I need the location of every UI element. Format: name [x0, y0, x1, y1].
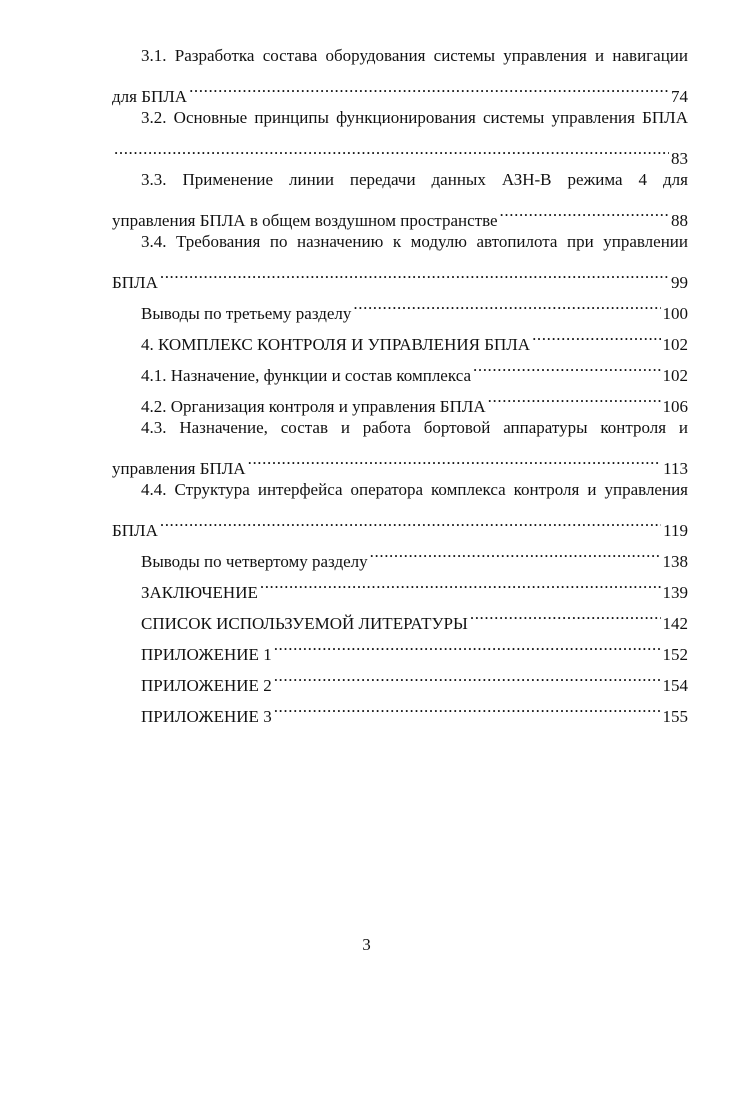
toc-entry [112, 226, 688, 292]
dot-leader [274, 629, 661, 660]
toc-entry-title: Выводы по третьему разделу [141, 304, 352, 323]
toc-entry-page: 106 [662, 397, 688, 416]
dot-leader [160, 257, 669, 288]
toc-entry [112, 288, 688, 323]
toc-entry-title: СПИСОК ИСПОЛЬЗУЕМОЙ ЛИТЕРАТУРЫ [141, 614, 468, 633]
dot-leader [260, 567, 661, 598]
toc-entry-title: 4. КОМПЛЕКС КОНТРОЛЯ И УПРАВЛЕНИЯ БПЛА [141, 335, 531, 354]
toc-entry-page: 88 [671, 211, 688, 230]
toc-entry-title-line: 4.3. Назначение, состав и работа бортовой аппаратуры контроля и [141, 418, 688, 437]
dot-leader [248, 443, 662, 474]
dot-leader [114, 133, 669, 164]
toc-entry-title: 4.1. Назначение, функции и состав комплекса [141, 366, 471, 385]
dot-leader [189, 71, 669, 102]
dot-leader [473, 350, 661, 381]
page-number: 3 [362, 935, 371, 954]
toc-entry-leader-line [112, 443, 688, 478]
toc-entry-title-line: 3.3. Применение линии передачи данных АЗН-В режима 4 для [141, 170, 688, 189]
table-of-contents [112, 40, 688, 726]
toc-entry-page: 102 [662, 366, 688, 385]
toc-entry [112, 412, 688, 478]
dot-leader [488, 381, 661, 412]
dot-leader [274, 660, 661, 691]
toc-entry [112, 536, 688, 571]
toc-entry-page: 83 [671, 149, 688, 168]
toc-entry-title: 4.2. Организация контроля и управления БПЛА [141, 397, 486, 416]
toc-entry-leader-line [112, 257, 688, 292]
toc-entry-page: 119 [663, 521, 688, 540]
toc-entry-page: 155 [662, 707, 688, 726]
toc-entry-title-cont: управления БПЛА в общем воздушном пространстве [112, 211, 498, 230]
toc-entry-leader-line [112, 505, 688, 540]
toc-entry-page: 142 [662, 614, 688, 633]
toc-entry [112, 164, 688, 230]
toc-entry-title-line: 3.1. Разработка состава оборудования системы управления и навигации [141, 46, 688, 65]
toc-entry-page: 113 [663, 459, 688, 478]
toc-entry-leader-line [112, 195, 688, 230]
toc-entry-page: 154 [662, 676, 688, 695]
toc-entry-page: 99 [671, 273, 688, 292]
toc-entry-title-line: 3.4. Требования по назначению к модулю автопилота при управлении [141, 232, 688, 251]
dot-leader [353, 288, 660, 319]
toc-entry-title-cont: БПЛА [112, 273, 158, 292]
toc-entry-page: 102 [662, 335, 688, 354]
toc-entry-title: ПРИЛОЖЕНИЕ 2 [141, 676, 272, 695]
toc-entry-title: ПРИЛОЖЕНИЕ 3 [141, 707, 272, 726]
toc-entry-title-cont: для БПЛА [112, 87, 188, 106]
toc-entry-title-line: 4.4. Структура интерфейса оператора комплекса контроля и управления [141, 480, 688, 499]
dot-leader [370, 536, 661, 567]
toc-entry-leader-line [112, 71, 688, 106]
toc-entry [112, 102, 688, 168]
dot-leader [532, 319, 660, 350]
dot-leader [500, 195, 669, 226]
dot-leader [160, 505, 661, 536]
toc-entry-page: 139 [662, 583, 688, 602]
toc-entry-title: ПРИЛОЖЕНИЕ 1 [141, 645, 272, 664]
toc-entry-page: 138 [662, 552, 688, 571]
toc-entry-leader-line [112, 133, 688, 168]
toc-entry [112, 40, 688, 106]
toc-entry-title: ЗАКЛЮЧЕНИЕ [141, 583, 258, 602]
dot-leader [470, 598, 661, 629]
toc-entry-page: 100 [662, 304, 688, 323]
toc-entry-title-cont: управления БПЛА [112, 459, 246, 478]
toc-entry-title-line: 3.2. Основные принципы функционирования системы управления БПЛА [141, 108, 688, 127]
toc-entry-page: 152 [662, 645, 688, 664]
toc-entry-title-cont: БПЛА [112, 521, 158, 540]
toc-entry-title: Выводы по четвертому разделу [141, 552, 368, 571]
toc-entry-page: 74 [671, 87, 688, 106]
dot-leader [274, 691, 661, 722]
toc-entry [112, 474, 688, 540]
